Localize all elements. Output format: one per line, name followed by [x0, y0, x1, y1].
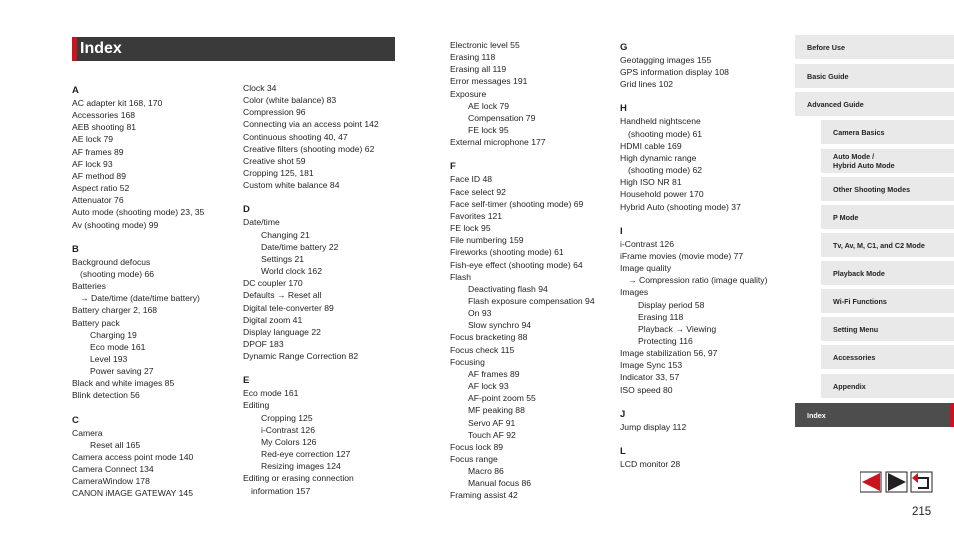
- index-letter-heading: G: [620, 42, 628, 53]
- index-entry[interactable]: Black and white images 85: [72, 378, 175, 389]
- nav-item-camera-basics[interactable]: [821, 120, 954, 144]
- nav-item-label: Setting Menu: [833, 324, 879, 334]
- nav-item-label: P Mode: [833, 212, 859, 222]
- index-entry[interactable]: Date/time: [243, 217, 280, 228]
- index-letter-heading: F: [450, 161, 456, 173]
- nav-item-wi-fi-functions[interactable]: [821, 289, 954, 313]
- nav-item-before-use[interactable]: [795, 35, 954, 59]
- index-group: [620, 445, 790, 470]
- nav-item-other-shooting-modes[interactable]: [821, 177, 954, 201]
- next-page-icon[interactable]: [886, 472, 907, 492]
- index-entry[interactable]: Av (shooting mode) 99: [72, 219, 159, 230]
- index-entry[interactable]: My Colors 126: [261, 436, 317, 447]
- index-column-3: [450, 39, 615, 502]
- index-entry[interactable]: Focusing: [450, 356, 485, 367]
- index-group: [620, 225, 790, 396]
- index-group: [450, 160, 615, 501]
- index-entry[interactable]: Image Sync 153: [620, 360, 683, 371]
- index-entry[interactable]: Reset all 165: [90, 439, 141, 450]
- index-column-1: [72, 84, 237, 500]
- index-entry[interactable]: Flash exposure compensation 94: [468, 295, 595, 306]
- index-entry[interactable]: Battery charger 2, 168: [72, 305, 158, 316]
- index-entry[interactable]: Power saving 27: [90, 366, 154, 377]
- nav-item-label: Auto Mode / Hybrid Auto Mode: [833, 152, 895, 170]
- index-entry[interactable]: AF lock 93: [72, 158, 113, 169]
- index-entry[interactable]: Exposure: [450, 88, 487, 99]
- index-entry[interactable]: Compensation 79: [468, 112, 536, 123]
- index-group: [72, 243, 237, 402]
- index-entry[interactable]: On 93: [468, 308, 492, 319]
- index-entry[interactable]: Custom white balance 84: [243, 180, 340, 191]
- index-entry[interactable]: → Compression ratio (image quality): [628, 275, 768, 286]
- index-entry[interactable]: Favorites 121: [450, 210, 503, 221]
- nav-item-label: Accessories: [833, 352, 876, 362]
- index-letter-heading: D: [243, 204, 250, 216]
- index-entry[interactable]: (shooting mode) 62: [628, 165, 703, 176]
- index-entry[interactable]: Framing assist 42: [450, 490, 518, 501]
- previous-page-icon[interactable]: [860, 472, 881, 492]
- index-entry[interactable]: Attenuator 76: [72, 195, 124, 206]
- index-entry[interactable]: Erasing 118: [638, 311, 684, 322]
- index-entry[interactable]: (shooting mode) 66: [80, 268, 155, 279]
- index-entry[interactable]: CameraWindow 178: [72, 476, 150, 487]
- index-entry[interactable]: Focus check 115: [450, 344, 515, 355]
- index-entry[interactable]: ISO speed 80: [620, 384, 673, 395]
- nav-item-label: Before Use: [807, 42, 845, 52]
- nav-item-setting-menu[interactable]: [821, 317, 954, 341]
- index-entry[interactable]: Handheld nightscene: [620, 116, 701, 127]
- index-entry[interactable]: Indicator 33, 57: [620, 372, 680, 383]
- index-entry[interactable]: Clock 34: [243, 83, 277, 93]
- index-entry[interactable]: Battery pack: [72, 317, 120, 328]
- index-entry[interactable]: Fireworks (shooting mode) 61: [450, 247, 564, 258]
- index-entry[interactable]: Eco mode 161: [243, 388, 299, 399]
- index-entry[interactable]: Digital tele-converter 89: [243, 302, 334, 313]
- index-entry[interactable]: Camera access point mode 140: [72, 451, 194, 462]
- index-entry[interactable]: AF lock 93: [468, 381, 509, 392]
- index-entry[interactable]: AEB shooting 81: [72, 122, 137, 133]
- index-entry[interactable]: Slow synchro 94: [468, 320, 532, 331]
- index-group: [72, 414, 237, 500]
- index-entry[interactable]: Erasing all 119: [450, 64, 507, 75]
- index-entry[interactable]: Batteries: [72, 281, 106, 292]
- index-letter-heading: A: [72, 85, 79, 96]
- index-entry[interactable]: Camera Connect 134: [72, 464, 154, 475]
- page-number: 215: [912, 506, 932, 518]
- index-entry[interactable]: Household power 170: [620, 189, 704, 200]
- index-letter-heading: C: [72, 414, 79, 426]
- index-entry[interactable]: Charging 19: [90, 329, 137, 340]
- index-entry[interactable]: Focus range: [450, 454, 498, 464]
- index-entry[interactable]: Auto mode (shooting mode) 23, 35: [72, 207, 205, 218]
- index-entry[interactable]: LCD monitor 28: [620, 458, 681, 469]
- index-entry[interactable]: File numbering 159: [450, 235, 524, 246]
- index-entry[interactable]: Color (white balance) 83: [243, 95, 337, 106]
- index-entry[interactable]: External microphone 177: [450, 137, 546, 148]
- index-entry[interactable]: Hybrid Auto (shooting mode) 37: [620, 201, 741, 212]
- index-entry[interactable]: (shooting mode) 61: [628, 128, 703, 139]
- index-entry[interactable]: Eco mode 161: [90, 341, 146, 352]
- side-navigation: [795, 0, 954, 537]
- index-entry[interactable]: Accessories 168: [72, 110, 136, 121]
- index-entry[interactable]: Red-eye correction 127: [261, 449, 351, 460]
- index-entry[interactable]: Protecting 116: [638, 335, 693, 346]
- nav-item-accessories[interactable]: [821, 345, 954, 369]
- index-letter-heading: H: [620, 103, 627, 115]
- index-entry[interactable]: High ISO NR 81: [620, 177, 682, 188]
- index-entry[interactable]: World clock 162: [261, 266, 322, 277]
- index-entry[interactable]: Face self-timer (shooting mode) 69: [450, 198, 584, 209]
- index-entry[interactable]: AF frames 89: [72, 146, 124, 157]
- index-entry[interactable]: GPS information display 108: [620, 67, 729, 78]
- nav-item-p-mode[interactable]: [821, 205, 954, 229]
- index-column-4: [620, 41, 790, 470]
- index-group: [243, 82, 443, 191]
- index-group: [243, 374, 443, 496]
- index-letter-heading: B: [72, 243, 79, 255]
- index-entry[interactable]: Settings 21: [261, 253, 304, 264]
- index-entry[interactable]: FE lock 95: [468, 125, 509, 136]
- index-group: [243, 203, 443, 362]
- index-entry[interactable]: Focus bracketing 88: [450, 332, 528, 343]
- index-entry[interactable]: Cropping 125: [261, 412, 313, 423]
- nav-item-playback-mode[interactable]: [821, 261, 954, 285]
- index-entry[interactable]: Display language 22: [243, 326, 321, 337]
- index-entry[interactable]: Geotagging images 155: [620, 55, 712, 65]
- index-entry[interactable]: Error messages 191: [450, 76, 528, 87]
- nav-item-label: Appendix: [833, 381, 866, 391]
- index-entry[interactable]: Dynamic Range Correction 82: [243, 351, 359, 362]
- index-entry[interactable]: AF-point zoom 55: [468, 393, 536, 404]
- nav-item-index[interactable]: [795, 403, 954, 427]
- index-entry[interactable]: i-Contrast 126: [261, 424, 315, 435]
- index-letter-heading: I: [620, 225, 623, 237]
- index-group: [620, 102, 790, 212]
- index-entry[interactable]: Cropping 125, 181: [243, 168, 314, 179]
- index-group: [450, 39, 615, 148]
- index-group: [72, 84, 237, 231]
- index-entry[interactable]: information 157: [251, 485, 311, 496]
- index-entry[interactable]: Touch AF 92: [468, 429, 516, 440]
- index-entry[interactable]: Flash: [450, 271, 472, 282]
- index-entry[interactable]: Playback → Viewing: [638, 323, 717, 334]
- nav-item-label: Other Shooting Modes: [833, 184, 911, 194]
- index-entry[interactable]: Continuous shooting 40, 47: [243, 131, 348, 142]
- index-entry[interactable]: Focus lock 89: [450, 441, 504, 452]
- nav-item-auto-mode-hybrid-auto-mode[interactable]: [821, 149, 954, 173]
- nav-item-advanced-guide[interactable]: [795, 92, 954, 116]
- index-entry[interactable]: Images: [620, 287, 649, 298]
- index-entry[interactable]: AF frames 89: [468, 368, 520, 379]
- index-entry[interactable]: HDMI cable 169: [620, 140, 682, 151]
- index-entry[interactable]: Image stabilization 56, 97: [620, 348, 718, 359]
- index-entry[interactable]: Camera: [72, 427, 103, 438]
- index-entry[interactable]: Defaults → Reset all: [243, 290, 322, 301]
- index-entry[interactable]: Erasing 118: [450, 52, 496, 63]
- index-entry[interactable]: Image quality: [620, 263, 672, 274]
- index-entry[interactable]: Creative filters (shooting mode) 62: [243, 143, 375, 154]
- index-entry[interactable]: AF method 89: [72, 170, 126, 181]
- index-entry[interactable]: Digital zoom 41: [243, 314, 303, 325]
- index-column-2: [243, 82, 443, 497]
- index-entry[interactable]: Deactivating flash 94: [468, 283, 548, 294]
- index-entry[interactable]: DC coupler 170: [243, 278, 303, 289]
- nav-item-label: Tv, Av, M, C1, and C2 Mode: [833, 240, 925, 250]
- nav-item-label: Camera Basics: [833, 127, 885, 137]
- index-entry[interactable]: FE lock 95: [450, 223, 491, 234]
- page-navigation-buttons: [860, 471, 934, 493]
- index-entry[interactable]: DPOF 183: [243, 338, 284, 349]
- nav-item-label: Advanced Guide: [807, 99, 864, 109]
- index-entry[interactable]: Face select 92: [450, 186, 506, 197]
- index-entry[interactable]: Creative shot 59: [243, 155, 306, 166]
- index-entry[interactable]: Resizing images 124: [261, 461, 341, 472]
- index-entry[interactable]: iFrame movies (movie mode) 77: [620, 250, 744, 261]
- index-entry[interactable]: → Date/time (date/time battery): [80, 293, 200, 304]
- index-entry[interactable]: AE lock 79: [468, 100, 510, 111]
- index-entry[interactable]: Manual focus 86: [468, 478, 532, 489]
- index-entry[interactable]: Display period 58: [638, 299, 705, 310]
- index-group: [620, 41, 790, 90]
- index-letter-heading: L: [620, 445, 626, 457]
- index-entry[interactable]: Electronic level 55: [450, 40, 520, 50]
- nav-item-label: Index: [807, 410, 826, 420]
- index-entry[interactable]: MF peaking 88: [468, 405, 525, 416]
- index-entry[interactable]: Editing: [243, 400, 270, 411]
- index-group: [620, 408, 790, 433]
- nav-item-appendix[interactable]: [821, 374, 954, 398]
- index-entry[interactable]: Level 193: [90, 353, 128, 364]
- index-entry[interactable]: AE lock 79: [72, 134, 114, 145]
- index-entry[interactable]: Background defocus: [72, 256, 151, 267]
- nav-item-basic-guide[interactable]: [795, 64, 954, 88]
- index-entry[interactable]: i-Contrast 126: [620, 238, 674, 249]
- index-entry[interactable]: Jump display 112: [620, 421, 687, 432]
- index-title-bar: [72, 37, 395, 61]
- index-entry[interactable]: AC adapter kit 168, 170: [72, 98, 163, 108]
- index-entry[interactable]: Date/time battery 22: [261, 241, 339, 252]
- index-entry[interactable]: Compression 96: [243, 107, 306, 118]
- nav-item-label: Basic Guide: [807, 71, 849, 81]
- index-entry[interactable]: CANON iMAGE GATEWAY 145: [72, 488, 193, 499]
- return-icon[interactable]: [911, 472, 932, 492]
- index-entry[interactable]: Blink detection 56: [72, 390, 140, 401]
- title-accent-stripe: [72, 37, 77, 61]
- page-title: Index: [80, 40, 122, 57]
- index-letter-heading: E: [243, 375, 250, 387]
- index-letter-heading: J: [620, 408, 626, 420]
- index-entry[interactable]: Macro 86: [468, 466, 504, 477]
- index-entry[interactable]: Servo AF 91: [468, 417, 516, 428]
- index-entry[interactable]: Changing 21: [261, 229, 310, 240]
- nav-item-label: Playback Mode: [833, 268, 885, 278]
- index-entry[interactable]: Face ID 48: [450, 174, 493, 185]
- index-entry[interactable]: Editing or erasing connection: [243, 473, 354, 484]
- index-entry[interactable]: Fish-eye effect (shooting mode) 64: [450, 259, 583, 270]
- index-entry[interactable]: Connecting via an access point 142: [243, 119, 379, 130]
- index-entry[interactable]: Aspect ratio 52: [72, 183, 130, 194]
- nav-item-tv-av-m-c1-and-c2-mode[interactable]: [821, 233, 954, 257]
- index-entry[interactable]: High dynamic range: [620, 152, 697, 163]
- index-entry[interactable]: Grid lines 102: [620, 79, 674, 90]
- nav-item-label: Wi-Fi Functions: [833, 296, 887, 306]
